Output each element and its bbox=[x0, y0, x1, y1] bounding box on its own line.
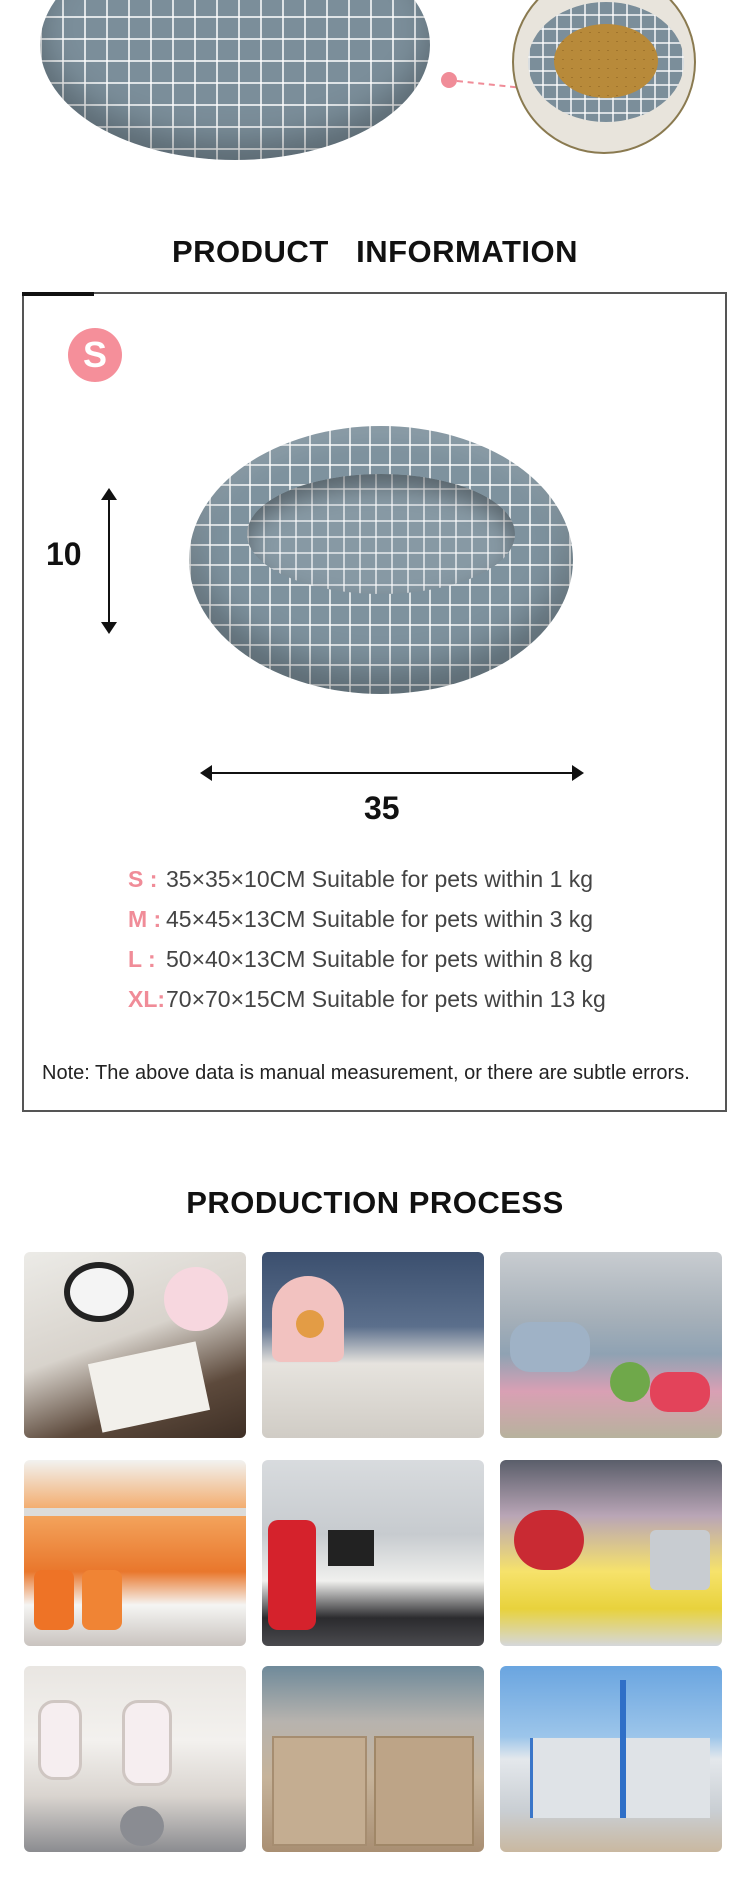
size-spec: 45×45×13CM Suitable for pets within 3 kg bbox=[166, 906, 594, 932]
arrow-down-icon bbox=[101, 622, 117, 634]
thread-spool-shape bbox=[34, 1570, 74, 1630]
pink-toy-shape bbox=[164, 1267, 228, 1331]
size-spec-list bbox=[128, 866, 606, 1026]
size-code: M : bbox=[128, 906, 162, 932]
size-code: S : bbox=[128, 866, 158, 892]
photo-sewing-station bbox=[500, 1460, 722, 1646]
arrow-right-icon bbox=[572, 765, 584, 781]
machine-motor-shape bbox=[120, 1806, 164, 1846]
size-badge: S bbox=[68, 328, 122, 382]
product-information-title: PRODUCT INFORMATION bbox=[171, 234, 578, 269]
carton-box-shape bbox=[272, 1736, 367, 1846]
callout-dot bbox=[441, 72, 457, 88]
sketch-paper-shape bbox=[88, 1341, 210, 1432]
pet-bed-inner-cushion bbox=[247, 474, 515, 594]
width-dimension-label: 35 bbox=[364, 790, 400, 826]
photo-fabric-warehouse bbox=[500, 1252, 722, 1438]
production-process-title: PRODUCTION PROCESS bbox=[186, 1185, 564, 1220]
size-spec: 50×40×13CM Suitable for pets within 8 kg bbox=[166, 946, 594, 972]
photo-design-sketching bbox=[24, 1252, 246, 1438]
carton-box-shape bbox=[374, 1736, 474, 1846]
size-code: XL: bbox=[128, 986, 166, 1012]
size-row-xl bbox=[128, 986, 606, 1026]
fabric-roll-shape bbox=[510, 1322, 590, 1372]
hero-product-image bbox=[0, 0, 750, 175]
size-row-m bbox=[128, 906, 606, 946]
photo-cotton-filling-machine bbox=[24, 1666, 246, 1852]
pet-house-door-shape bbox=[296, 1310, 324, 1338]
size-code: L : bbox=[128, 946, 156, 972]
fabric-roll-green-shape bbox=[610, 1362, 650, 1402]
worker-red-vest-shape bbox=[268, 1520, 316, 1630]
production-photo-grid bbox=[24, 1252, 726, 1862]
thread-spool-shape bbox=[82, 1570, 122, 1630]
panel-corner-accent bbox=[22, 292, 94, 296]
photo-thread-shelves bbox=[24, 1460, 246, 1646]
size-row-s bbox=[128, 866, 606, 906]
size-spec: 35×35×10CM Suitable for pets within 1 kg bbox=[166, 866, 594, 892]
pet-bed-closeup-image bbox=[40, 0, 430, 160]
size-spec: 70×70×15CM Suitable for pets within 13 kg bbox=[166, 986, 606, 1012]
fabric-roll-red-shape bbox=[650, 1372, 710, 1412]
photo-factory-building bbox=[500, 1666, 722, 1852]
factory-column-shape bbox=[620, 1680, 626, 1818]
height-dimension-line bbox=[108, 490, 110, 628]
computer-monitor-shape bbox=[328, 1530, 374, 1566]
photo-computer-cutting bbox=[262, 1460, 484, 1646]
size-row-l bbox=[128, 946, 606, 986]
measurement-note: Note: The above data is manual measurement, or there are subtle errors. bbox=[42, 1062, 690, 1084]
machine-window-shape bbox=[122, 1700, 172, 1786]
height-dimension-label: 10 bbox=[46, 536, 82, 572]
sewing-machine-shape bbox=[650, 1530, 710, 1590]
machine-window-shape bbox=[38, 1700, 82, 1780]
zoom-bed-cushion bbox=[554, 24, 658, 98]
pet-bed-illustration bbox=[189, 426, 573, 694]
photo-pattern-cutting bbox=[262, 1252, 484, 1438]
photo-packed-cartons bbox=[262, 1666, 484, 1852]
seamstress-shape bbox=[514, 1510, 584, 1570]
panda-toy-shape bbox=[64, 1262, 134, 1322]
shelf-board-shape bbox=[24, 1508, 246, 1516]
product-information-panel bbox=[22, 292, 727, 1112]
zoom-detail-circle bbox=[512, 0, 696, 154]
width-dimension-line bbox=[206, 772, 572, 774]
